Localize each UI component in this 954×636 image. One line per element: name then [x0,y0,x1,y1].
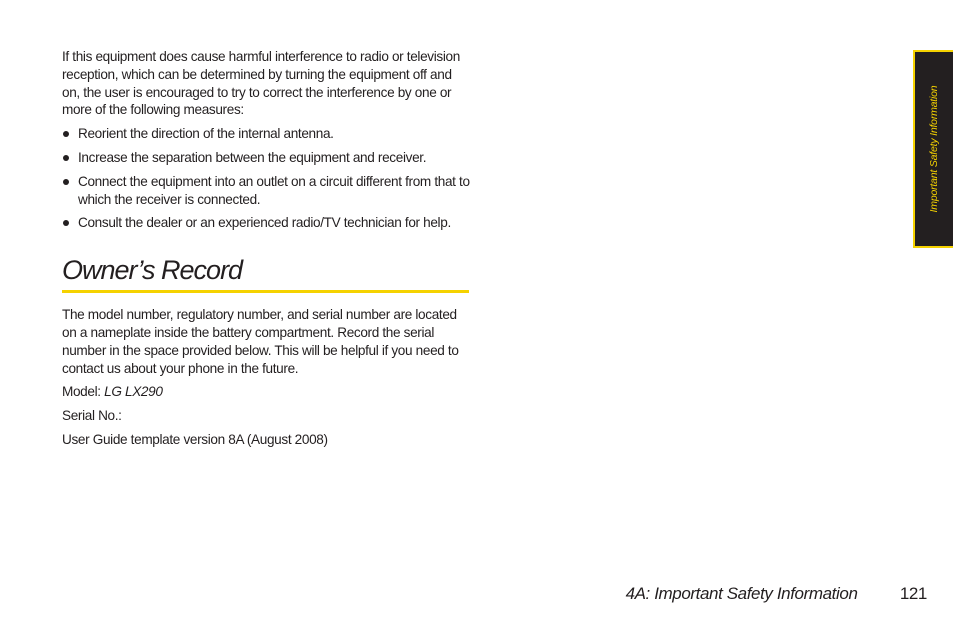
section-side-tab [913,50,953,248]
intro-paragraph: If this equipment does cause harmful interference to radio or television reception, which can be determined by turning the equipment off and on, the user is encouraged to try to correct the interference by one or more of the following measures: [62,49,460,118]
list-item [62,125,472,143]
footer-section-label: 4A: Important Safety Information [625,584,858,603]
measures-list [62,125,472,232]
page-content [62,48,472,455]
list-item [62,149,472,167]
list-item [62,173,472,209]
list-item-text: Increase the separation between the equipment and receiver. [78,149,427,165]
serial-line: Serial No.: [62,408,122,424]
page-number: 121 [899,584,927,603]
list-item-text: Consult the dealer or an experienced radio/TV technician for help. [78,215,451,231]
model-line [62,383,472,401]
title-divider [62,290,469,293]
model-value: LG LX290 [104,384,163,400]
section-title: Owner’s Record [62,255,243,286]
bullet-icon [63,220,69,226]
bullet-icon [63,179,69,185]
bullet-icon [63,131,69,137]
list-item [62,214,472,232]
list-item-text: Reorient the direction of the internal antenna. [78,126,334,142]
bullet-icon [63,155,69,161]
version-note: User Guide template version 8A (August 2008) [62,431,328,447]
list-item-text: Connect the equipment into an outlet on a circuit different from that to which the receiver is connected. [78,173,470,207]
owners-record-paragraph: The model number, regulatory number, and serial number are located on a nameplate inside the battery compartment. Record the serial number in the space provided below. This will be helpful if you need to contact us about your phone in the future. [62,307,459,376]
side-tab-label: Important Safety Information [928,85,940,213]
model-label: Model: [62,384,101,400]
page-footer [626,584,927,604]
